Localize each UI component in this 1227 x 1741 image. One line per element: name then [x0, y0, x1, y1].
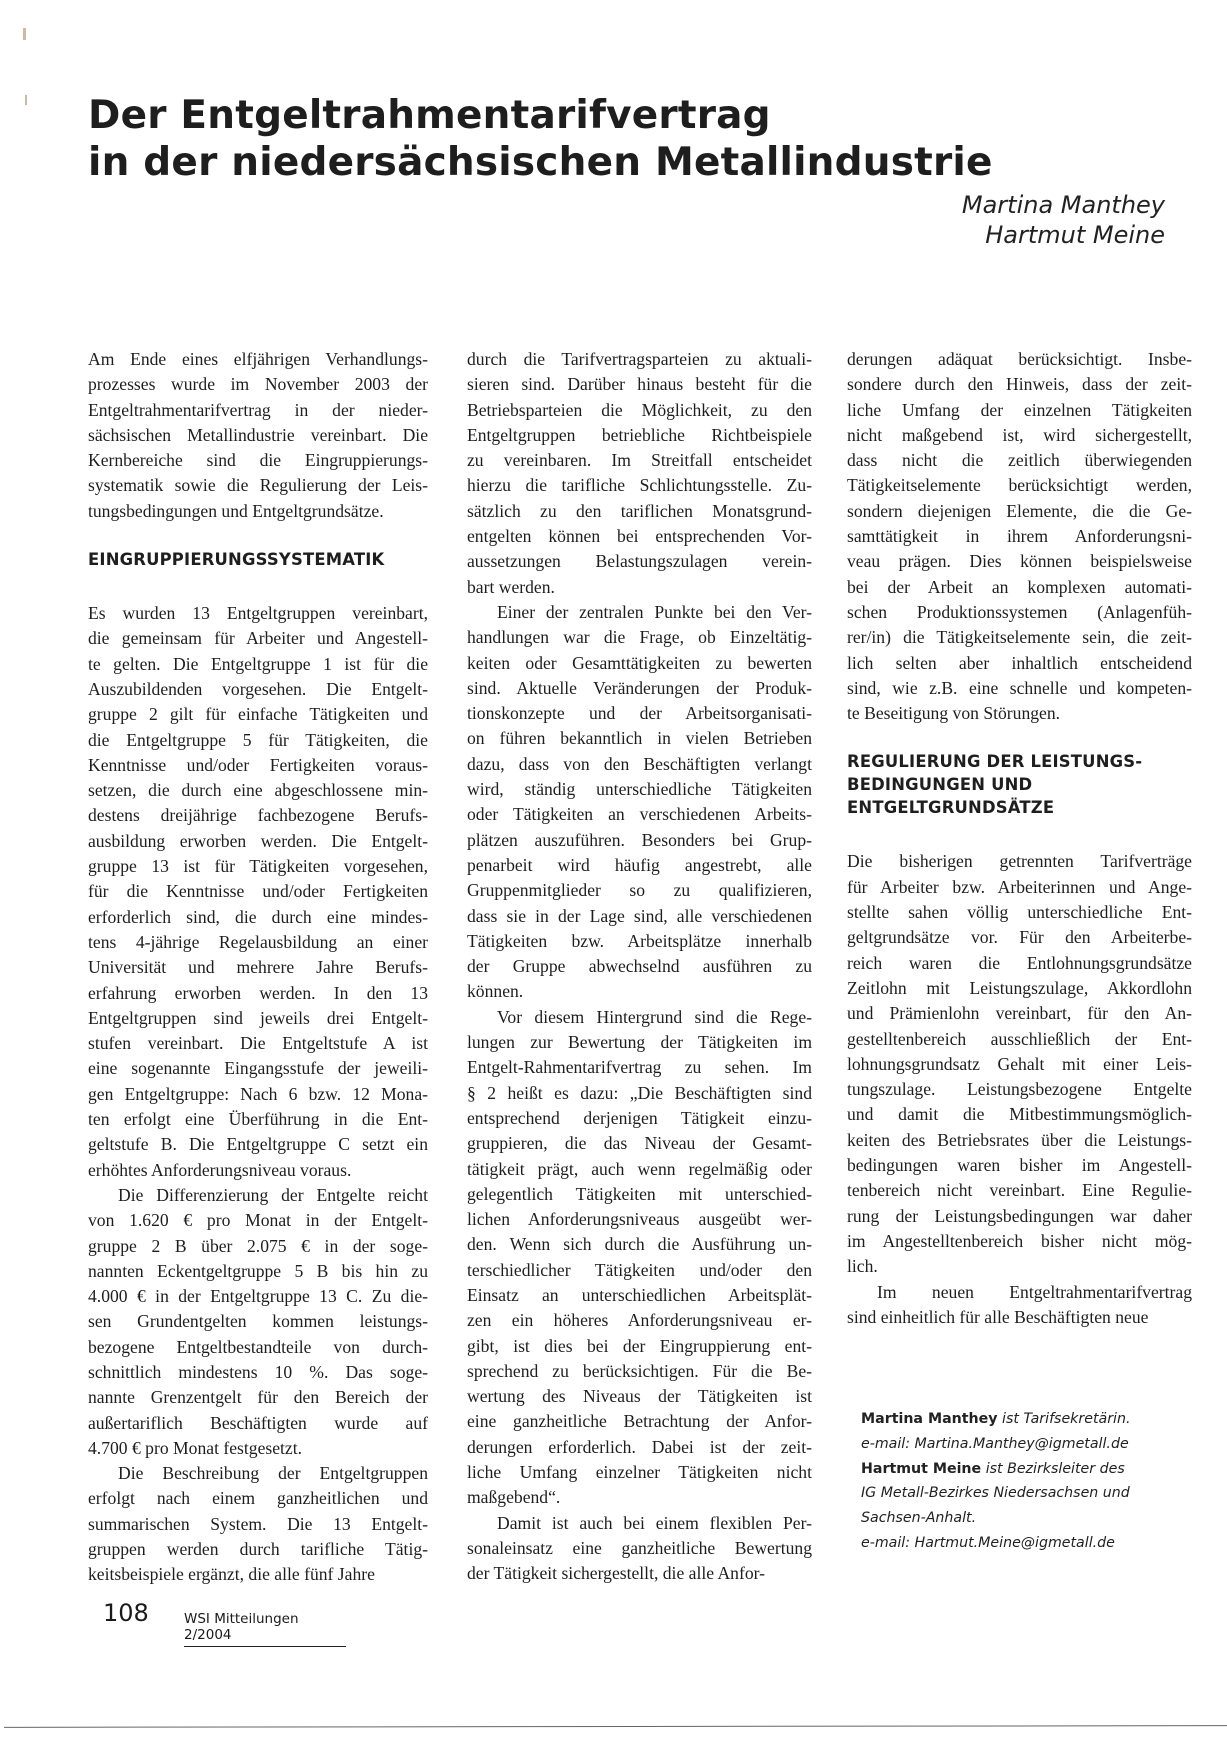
- heading-line: BEDINGUNGEN UND: [847, 775, 1033, 795]
- text-line: den. Wenn sich durch die Ausführung un-: [467, 1234, 812, 1255]
- text-line: der Gruppe abwechselnd ausführen zu: [467, 956, 812, 977]
- text-line: können.: [467, 981, 524, 1002]
- text-line: Die bisherigen getrennten Tarifverträge: [847, 851, 1192, 872]
- text-line: Betriebsparteien die Möglichkeit, zu den: [467, 399, 812, 420]
- text-line: Einsatz an unterschiedlichen Arbeitsplät-: [467, 1284, 812, 1305]
- text-line: penarbeit wird häufig angestrebt, alle: [467, 854, 812, 875]
- text-line: maßgebend“.: [467, 1487, 561, 1508]
- text-line: on führen bekanntlich in vielen Betrieben: [467, 728, 812, 749]
- text-line: 4.000 € in der Entgeltgruppe 13 C. Zu die-: [88, 1286, 428, 1307]
- text-line: lichen Anforderungsniveaus ausgeübt wer-: [467, 1209, 812, 1230]
- bio-email[interactable]: e-mail: Hartmut.Meine@igmetall.de: [861, 1534, 1115, 1551]
- text-line: systematik sowie die Regulierung der Leis-: [88, 475, 428, 496]
- text-line: wertung des Niveaus der Tätigkeiten ist: [467, 1386, 812, 1407]
- section-heading: [88, 548, 428, 571]
- text-line: § 2 heißt es dazu: „Die Beschäftigten sind: [467, 1082, 812, 1103]
- text-line: Am Ende eines elfjährigen Verhandlungs-: [88, 349, 428, 369]
- text-line: gibt, ist dies bei der Eingruppierung ent-: [467, 1335, 812, 1356]
- text-line: und Prämienlohn vereinbart, für den An-: [847, 1003, 1192, 1024]
- bio-author-name: Hartmut Meine: [861, 1460, 982, 1477]
- text-line: summarischen System. Die 13 Entgelt-: [88, 1513, 428, 1534]
- text-line: gen Entgeltgruppe: Nach 6 bzw. 12 Mona-: [88, 1083, 428, 1104]
- text-line: bedingungen waren bisher im Angestell-: [847, 1155, 1192, 1176]
- text-line: erforderlich sind, die durch eine mindes-: [88, 906, 428, 927]
- text-line: derungen erforderlich. Dabei ist der zeit-: [467, 1436, 812, 1457]
- bio-author-role: ist Bezirksleiter des: [985, 1460, 1125, 1477]
- text-line: sätzlich zu den tariflichen Monatsgrund-: [467, 500, 812, 521]
- text-line: die Entgeltgruppe 5 für Tätigkeiten, die: [88, 729, 428, 750]
- text-line: stufen vereinbart. Die Entgeltstufe A ist: [88, 1033, 428, 1054]
- text-line: Universität und mehrere Jahre Berufs-: [88, 957, 428, 978]
- text-line: keitsbeispiele ergänzt, die alle fünf Jahre: [88, 1564, 375, 1585]
- text-line: gelegentlich Tätigkeiten mit unterschied-: [467, 1183, 812, 1204]
- text-line: wird, ständig unterschiedliche Tätigkeiten: [467, 779, 812, 800]
- body-paragraph: [88, 601, 428, 1183]
- author-byline: [962, 190, 1165, 250]
- text-line: gestelltenbereich ausschließlich der Ent-: [847, 1028, 1192, 1049]
- text-line: dazu, dass von den Beschäftigten verlangt: [467, 753, 812, 774]
- text-line: terschiedlicher Tätigkeiten und/oder den: [467, 1259, 812, 1280]
- title-line-1: Der Entgeltrahmentarifvertrag: [88, 93, 771, 138]
- text-line: lich.: [847, 1256, 878, 1277]
- text-line: keiten des Betriebsrates über die Leistungs-: [847, 1129, 1192, 1150]
- text-line: lohnungsgrundsatz Gehalt mit einer Leis-: [847, 1053, 1192, 1074]
- text-line: nannte Grenzentgelt für den Bereich der: [88, 1387, 428, 1408]
- text-column-1: [88, 347, 428, 1588]
- text-line: entgelten können bei entsprechenden Vor-: [467, 526, 812, 547]
- text-line: bezogene Entgeltbestandteile von durch-: [88, 1336, 428, 1357]
- article-title: [88, 92, 993, 186]
- text-line: hierzu die tarifliche Schlichtungsstelle. Zu-: [467, 475, 812, 496]
- text-line: nannten Eckentgeltgruppe 5 B bis hin zu: [88, 1260, 428, 1281]
- text-line: Zeitlohn mit Leistungszulage, Akkordlohn: [847, 977, 1192, 998]
- bio-email[interactable]: e-mail: Martina.Manthey@igmetall.de: [861, 1435, 1129, 1452]
- body-paragraph: [847, 347, 1192, 726]
- text-line: geltgrundsätze vor. Für den Arbeiterbe-: [847, 927, 1192, 948]
- text-line: sächsischen Metallindustrie vereinbart. Die: [88, 424, 428, 445]
- body-paragraph: [467, 600, 812, 1005]
- text-line: tenbereich nicht vereinbart. Eine Regulie-: [847, 1180, 1192, 1201]
- text-line: reich waren die Entlohnungsgrundsätze: [847, 952, 1192, 973]
- body-paragraph: [467, 1005, 812, 1511]
- text-line: bart werden.: [467, 576, 555, 597]
- journal-name: WSI Mitteilungen 2/2004: [184, 1611, 346, 1647]
- text-line: Entgeltgruppen betriebliche Richtbeispiele: [467, 424, 812, 445]
- text-line: tionskonzepte und der Arbeitsorganisati-: [467, 703, 812, 724]
- text-line: lungen zur Bewertung der Tätigkeiten im: [467, 1032, 812, 1053]
- text-column-3: [847, 347, 1192, 1330]
- text-line: derungen adäquat berücksichtigt. Insbe-: [847, 349, 1192, 369]
- text-line: außertariflich Beschäftigten wurde auf: [88, 1412, 428, 1433]
- text-line: sind, wie z.B. eine schnelle und kompeten-: [847, 677, 1192, 698]
- text-line: Kenntnisse und/oder Fertigkeiten voraus-: [88, 754, 428, 775]
- body-paragraph: [847, 849, 1192, 1279]
- scan-speck: [23, 28, 26, 40]
- text-line: Auszubildenden vorgesehen. Die Entgelt-: [88, 678, 428, 699]
- text-line: liche Umfang einzelner Tätigkeiten nicht: [467, 1462, 812, 1483]
- text-line: rung der Leistungsbedingungen war daher: [847, 1205, 1192, 1226]
- text-line: tungszulage. Leistungsbezogene Entgelte: [847, 1079, 1192, 1100]
- text-line: destens dreijährige fachbezogene Berufs-: [88, 805, 428, 826]
- text-line: stellte sahen völlig unterschiedliche Ent-: [847, 902, 1192, 923]
- text-line: sind. Aktuelle Veränderungen der Produk-: [467, 677, 812, 698]
- text-line: veau prägen. Dies können beispielsweise: [847, 551, 1192, 572]
- text-line: sondern diejenigen Elemente, die die Ge-: [847, 500, 1192, 521]
- text-line: Die Beschreibung der Entgeltgruppen: [118, 1463, 428, 1484]
- text-line: zen ein höheres Anforderungsniveau er-: [467, 1310, 812, 1331]
- text-line: Tätigkeiten bzw. Arbeitsplätze innerhalb: [467, 930, 812, 951]
- text-line: Entgeltgruppen sind jeweils drei Entgelt-: [88, 1007, 428, 1028]
- text-line: dass sie in der Lage sind, alle verschiedenen: [467, 905, 812, 926]
- text-line: zu vereinbaren. Im Streitfall entscheidet: [467, 450, 812, 471]
- text-column-2: [467, 347, 812, 1587]
- text-line: der Tätigkeit sichergestellt, die alle Anfor-: [467, 1563, 765, 1584]
- text-line: keiten oder Gesamttätigkeiten zu bewerten: [467, 652, 812, 673]
- text-line: schen Produktionssystemen (Anlagenfüh-: [847, 601, 1192, 622]
- text-line: ten erfolgt eine Überführung in die Ent-: [88, 1109, 428, 1130]
- heading-text: EINGRUPPIERUNGSSYSTEMATIK: [88, 550, 385, 570]
- text-line: prozesses wurde im November 2003 der: [88, 374, 428, 395]
- text-line: bei der Arbeit an komplexen automati-: [847, 576, 1192, 597]
- section-heading: [847, 750, 1192, 819]
- text-line: durch die Tarifvertragsparteien zu aktuali-: [467, 349, 812, 369]
- bio-author-role: ist Tarifsekretärin.: [1002, 1411, 1131, 1427]
- author-name: Martina Manthey: [961, 191, 1165, 219]
- text-line: eine sogenannte Eingangsstufe der jeweili-: [88, 1058, 428, 1079]
- text-line: oder Tätigkeiten an verschiedenen Arbeits-: [467, 804, 812, 825]
- text-line: erfahrung erworben werden. In den 13: [88, 982, 428, 1003]
- text-line: Entgelt-Rahmentarifvertrag zu sehen. Im: [467, 1057, 812, 1078]
- text-line: von 1.620 € pro Monat in der Entgelt-: [88, 1210, 428, 1231]
- text-line: samttätigkeit in ihrem Anforderungsni-: [847, 526, 1192, 547]
- text-line: te gelten. Die Entgeltgruppe 1 ist für die: [88, 653, 428, 674]
- text-line: Vor diesem Hintergrund sind die Rege-: [497, 1006, 812, 1027]
- text-line: nicht maßgebend ist, wird sichergestellt,: [847, 424, 1192, 445]
- text-line: Im neuen Entgeltrahmentarifvertrag: [877, 1281, 1192, 1302]
- text-line: erhöhtes Anforderungsniveau voraus.: [88, 1159, 352, 1180]
- page-edge-rule: [4, 1725, 1227, 1728]
- title-line-2: in der niedersächsischen Metallindustrie: [88, 140, 993, 185]
- heading-line: ENTGELTGRUNDSÄTZE: [847, 798, 1055, 818]
- text-line: gruppe 13 ist für Tätigkeiten vorgesehen,: [88, 856, 428, 877]
- bio-author-role: IG Metall-Bezirkes Niedersachsen und: [861, 1485, 1130, 1502]
- text-line: Die Differenzierung der Entgelte reicht: [118, 1184, 428, 1205]
- text-line: für die Kenntnisse und/oder Fertigkeiten: [88, 881, 428, 902]
- author-name: Hartmut Meine: [985, 221, 1165, 249]
- bio-author-name: Martina Manthey: [861, 1411, 998, 1427]
- body-paragraph: [467, 1511, 812, 1587]
- text-line: geltstufe B. Die Entgeltgruppe C setzt ein: [88, 1134, 428, 1155]
- scan-speck: [25, 95, 27, 105]
- text-line: sondere durch den Hinweis, dass der zeit-: [847, 374, 1192, 395]
- text-line: plätzen auszuführen. Besonders bei Grup-: [467, 829, 812, 850]
- text-line: entsprechend derjenigen Tätigkeit einzu-: [467, 1107, 812, 1128]
- text-line: sieren sind. Darüber hinaus besteht für die: [467, 374, 812, 395]
- text-line: Damit ist auch bei einem flexiblen Per-: [497, 1512, 812, 1533]
- intro-paragraph: [88, 347, 428, 524]
- text-line: die gemeinsam für Arbeiter und Angestell-: [88, 628, 428, 649]
- body-paragraph: [88, 1183, 428, 1461]
- text-line: setzen, die durch eine abgeschlossene min-: [88, 780, 428, 801]
- bio-author-role: Sachsen-Anhalt.: [861, 1510, 977, 1527]
- text-line: gruppe 2 gilt für einfache Tätigkeiten und: [88, 704, 428, 725]
- text-line: dass nicht die zeitlich überwiegenden: [847, 450, 1192, 471]
- text-line: liche Umfang der einzelnen Tätigkeiten: [847, 399, 1192, 420]
- text-line: Einer der zentralen Punkte bei den Ver-: [497, 601, 812, 622]
- text-line: tens 4-jährige Regelausbildung an einer: [88, 931, 428, 952]
- text-line: gruppe 2 B über 2.075 € in der soge-: [88, 1235, 428, 1256]
- text-line: ausbildung erworben werden. Die Entgelt-: [88, 830, 428, 851]
- text-line: 4.700 € pro Monat festgesetzt.: [88, 1437, 303, 1458]
- text-line: Gruppenmitglieder so zu qualifizieren,: [467, 880, 812, 901]
- text-line: Entgeltrahmentarifvertrag in der nieder-: [88, 399, 428, 420]
- text-line: aussetzungen Belastungszulagen verein-: [467, 551, 812, 572]
- heading-line: REGULIERUNG DER LEISTUNGS-: [847, 752, 1143, 772]
- text-line: Tätigkeitselemente berücksichtigt werden,: [847, 475, 1192, 496]
- text-line: rer/in) die Tätigkeitselemente sein, die zeit-: [847, 627, 1192, 648]
- text-line: im Angestelltenbereich bisher nicht mög-: [847, 1230, 1192, 1251]
- text-line: tungsbedingungen und Entgeltgrundsätze.: [88, 500, 384, 521]
- text-line: sind einheitlich für alle Beschäftigten neue: [847, 1306, 1149, 1327]
- text-line: und damit die Mitbestimmungsmöglich-: [847, 1104, 1192, 1125]
- body-paragraph: [847, 1280, 1192, 1331]
- text-line: Es wurden 13 Entgeltgruppen vereinbart,: [88, 603, 428, 624]
- page-number: 108: [103, 1599, 149, 1627]
- text-line: lich selten aber inhaltlich entscheidend: [847, 652, 1192, 673]
- text-line: sprechend zu berücksichtigen. Für die Be-: [467, 1360, 812, 1381]
- text-line: gruppen werden durch tarifliche Tätig-: [88, 1539, 428, 1560]
- text-line: eine ganzheitliche Betrachtung der Anfor-: [467, 1411, 812, 1432]
- text-line: schnittlich mindestens 10 %. Das soge-: [88, 1361, 428, 1382]
- text-line: sen Grundentgelten kommen leistungs-: [88, 1311, 428, 1332]
- body-paragraph: [88, 1461, 428, 1587]
- text-line: handlungen war die Frage, ob Einzeltätig-: [467, 627, 812, 648]
- text-line: erfolgt nach einem ganzheitlichen und: [88, 1488, 428, 1509]
- text-line: te Beseitigung von Störungen.: [847, 703, 1061, 724]
- body-paragraph: [467, 347, 812, 600]
- text-line: gruppieren, die das Niveau der Gesamt-: [467, 1133, 812, 1154]
- text-line: sonaleinsatz eine ganzheitliche Bewertung: [467, 1537, 812, 1558]
- text-line: tätigkeit prägt, auch wenn regelmäßig oder: [467, 1158, 812, 1179]
- text-line: für Arbeiter bzw. Arbeiterinnen und Ange-: [847, 876, 1192, 897]
- author-bio-box: [861, 1407, 1131, 1556]
- text-line: Kernbereiche sind die Eingruppierungs-: [88, 450, 428, 471]
